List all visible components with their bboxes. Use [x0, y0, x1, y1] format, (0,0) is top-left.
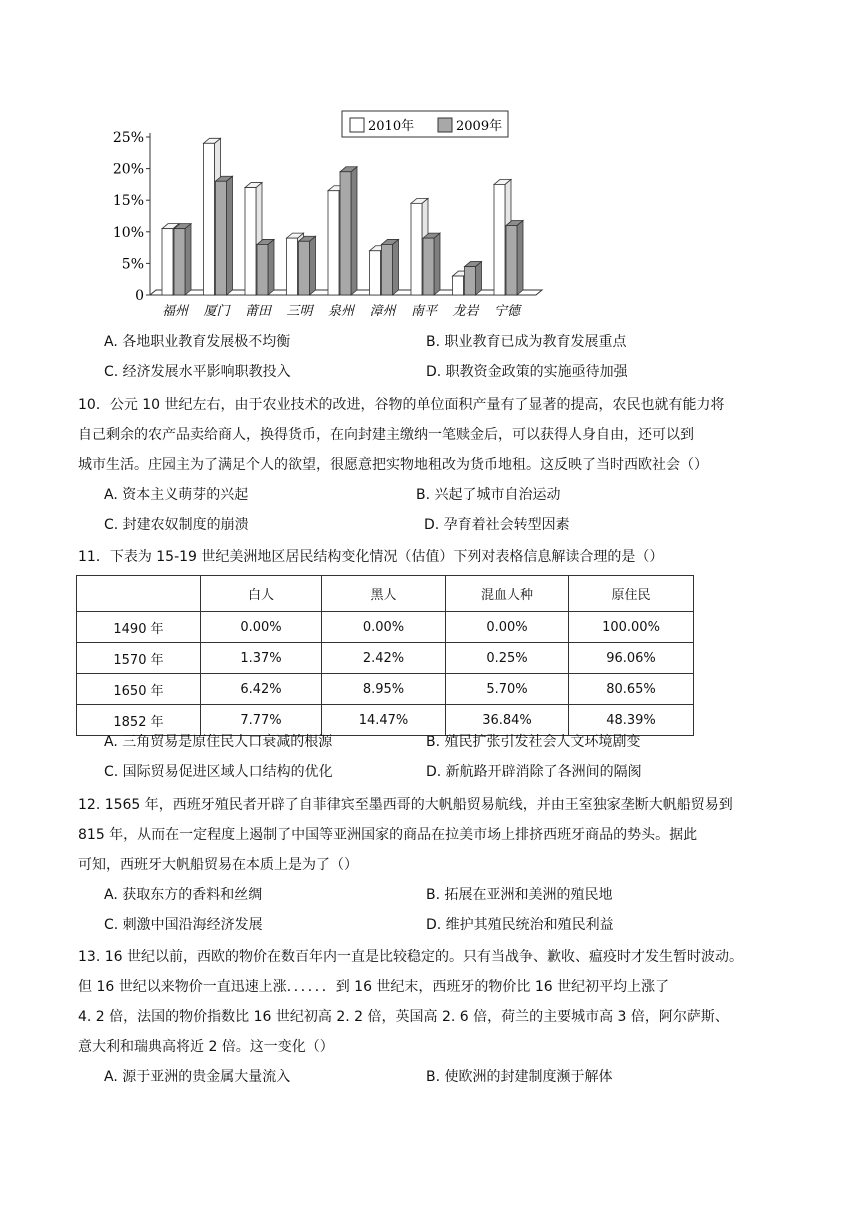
x-category-label: 三明 [286, 304, 313, 319]
q13-stem-line2: 但 16 世纪以来物价一直迅速上涨．．．．．．到 16 世纪末，西班牙的物价比 16 世纪初平均上涨了 [78, 979, 670, 995]
y-tick-label: 15% [112, 193, 144, 210]
q9-option-a[interactable]: A. 各地职业教育发展极不均衡 [104, 334, 291, 350]
bar-2009-7 [465, 262, 482, 295]
population-structure-table [76, 575, 694, 736]
x-category-label: 龙岩 [452, 304, 479, 319]
table-cell: 1.37% [201, 643, 322, 674]
chart-legend [342, 111, 508, 137]
table-cell: 8.95% [322, 674, 446, 705]
bar-2009-0 [174, 224, 191, 295]
table-cell: 1490 年 [77, 612, 201, 643]
table-header-cell [77, 576, 201, 612]
q10-option-c[interactable]: C. 封建农奴制度的崩溃 [104, 517, 249, 533]
q11-option-d[interactable]: D. 新航路开辟消除了各洲间的隔阂 [426, 764, 642, 780]
table-header-row [77, 576, 694, 612]
q12-stem-line3: 可知，西班牙大帆船贸易在本质上是为了（） [78, 857, 358, 873]
q10-option-d[interactable]: D. 孕育着社会转型因素 [424, 517, 570, 533]
table-cell: 5.70% [446, 674, 569, 705]
q12-option-b[interactable]: B. 拓展在亚洲和美洲的殖民地 [426, 887, 613, 903]
q12-option-c[interactable]: C. 刺激中国沿海经济发展 [104, 917, 263, 933]
bar-2009-5 [382, 239, 399, 295]
q13-option-b[interactable]: B. 使欧洲的封建制度濒于解体 [426, 1069, 613, 1085]
table-cell: 2.42% [322, 643, 446, 674]
y-tick-label: 5% [121, 256, 144, 273]
legend-label-2010: 2010年 [368, 119, 415, 134]
q12-stem-line2: 815 年，从而在一定程度上遏制了中国等亚洲国家的商品在拉美市场上排挤西班牙商品的势头。据此 [78, 827, 698, 843]
bar-2009-1 [216, 176, 233, 295]
table-cell: 0.00% [322, 612, 446, 643]
vocational-education-bar-chart [110, 105, 550, 320]
table-cell: 6.42% [201, 674, 322, 705]
table-header-cell: 黑人 [322, 576, 446, 612]
table-row [77, 643, 694, 674]
q9-option-c[interactable]: C. 经济发展水平影响职教投入 [104, 364, 291, 380]
q13-stem-line4: 意大利和瑞典高将近 2 倍。这一变化（） [78, 1039, 334, 1055]
table-cell: 96.06% [569, 643, 694, 674]
table-header-cell: 原住民 [569, 576, 694, 612]
y-tick-label: 0 [135, 288, 144, 304]
bar-2009-3 [299, 236, 316, 295]
x-category-label: 漳州 [369, 304, 396, 319]
x-category-label: 福州 [161, 304, 189, 319]
table-cell: 7.77% [201, 705, 322, 736]
q10-option-b[interactable]: B. 兴起了城市自治运动 [416, 487, 561, 503]
table-cell: 1852 年 [77, 705, 201, 736]
table-header-cell: 混血人种 [446, 576, 569, 612]
table-row [77, 612, 694, 643]
table-cell: 100.00% [569, 612, 694, 643]
legend-swatch-2010 [350, 118, 364, 132]
bar-2009-8 [506, 220, 523, 295]
table-cell: 48.39% [569, 705, 694, 736]
x-category-label: 宁德 [493, 304, 521, 319]
table-row [77, 705, 694, 736]
bar-2009-4 [340, 167, 357, 295]
y-tick-label: 10% [112, 224, 144, 241]
q11-stem: 11．下表为 15-19 世纪美洲地区居民结构变化情况（估值）下列对表格信息解读合理的是（） [78, 549, 664, 565]
table-cell: 0.00% [446, 612, 569, 643]
q10-stem-line1: 10．公元 10 世纪左右，由于农业技术的改进，谷物的单位面积产量有了显著的提高，农民也就有能力将 [78, 397, 725, 413]
x-category-label: 莆田 [244, 304, 272, 319]
q13-option-a[interactable]: A. 源于亚洲的贵金属大量流入 [104, 1069, 291, 1085]
q10-stem-line3: 城市生活。庄园主为了满足个人的欲望，很愿意把实物地租改为货币地租。这反映了当时西欧社会（） [78, 457, 708, 473]
table-cell: 14.47% [322, 705, 446, 736]
q10-option-a[interactable]: A. 资本主义萌芽的兴起 [104, 487, 249, 503]
q11-option-b[interactable]: B. 殖民扩张引发社会人文环境剧变 [426, 734, 641, 750]
table-cell: 0.25% [446, 643, 569, 674]
table-row [77, 674, 694, 705]
bar-2009-2 [257, 239, 274, 295]
x-category-label: 厦门 [203, 304, 230, 319]
q9-option-b[interactable]: B. 职业教育已成为教育发展重点 [426, 334, 627, 350]
table-header-cell: 白人 [201, 576, 322, 612]
legend-swatch-2009 [438, 118, 452, 132]
y-tick-label: 20% [112, 161, 144, 178]
q11-option-c[interactable]: C. 国际贸易促进区域人口结构的优化 [104, 764, 333, 780]
table-cell: 80.65% [569, 674, 694, 705]
legend-label-2009: 2009年 [456, 119, 503, 134]
x-category-label: 泉州 [327, 304, 355, 319]
q13-stem-line1: 13. 16 世纪以前，西欧的物价在数百年内一直是比较稳定的。只有当战争、歉收、瘟疫时才发生暂时波动。 [78, 949, 743, 965]
q12-option-d[interactable]: D. 维护其殖民统治和殖民利益 [426, 917, 614, 933]
table-cell: 36.84% [446, 705, 569, 736]
q11-option-a[interactable]: A. 三角贸易是原住民人口衰减的根源 [104, 734, 333, 750]
q10-stem-line2: 自己剩余的农产品卖给商人，换得货币，在向封建主缴纳一笔赎金后，可以获得人身自由，还可以到 [78, 427, 694, 443]
q12-stem-line1: 12. 1565 年，西班牙殖民者开辟了自菲律宾至墨西哥的大帆船贸易航线，并由王室独家垄断大帆船贸易到 [78, 797, 733, 813]
x-category-label: 南平 [410, 304, 438, 319]
table-cell: 1570 年 [77, 643, 201, 674]
q9-option-d[interactable]: D. 职教资金政策的实施亟待加强 [426, 364, 628, 380]
y-tick-label: 25% [112, 130, 144, 146]
table-cell: 1650 年 [77, 674, 201, 705]
table-cell: 0.00% [201, 612, 322, 643]
bar-2009-6 [423, 233, 440, 295]
q12-option-a[interactable]: A. 获取东方的香料和丝绸 [104, 887, 263, 903]
q13-stem-line3: 4. 2 倍，法国的物价指数比 16 世纪初高 2. 2 倍，英国高 2. 6 倍，荷兰的主要城市高 3 倍，阿尔萨斯、 [78, 1009, 729, 1025]
